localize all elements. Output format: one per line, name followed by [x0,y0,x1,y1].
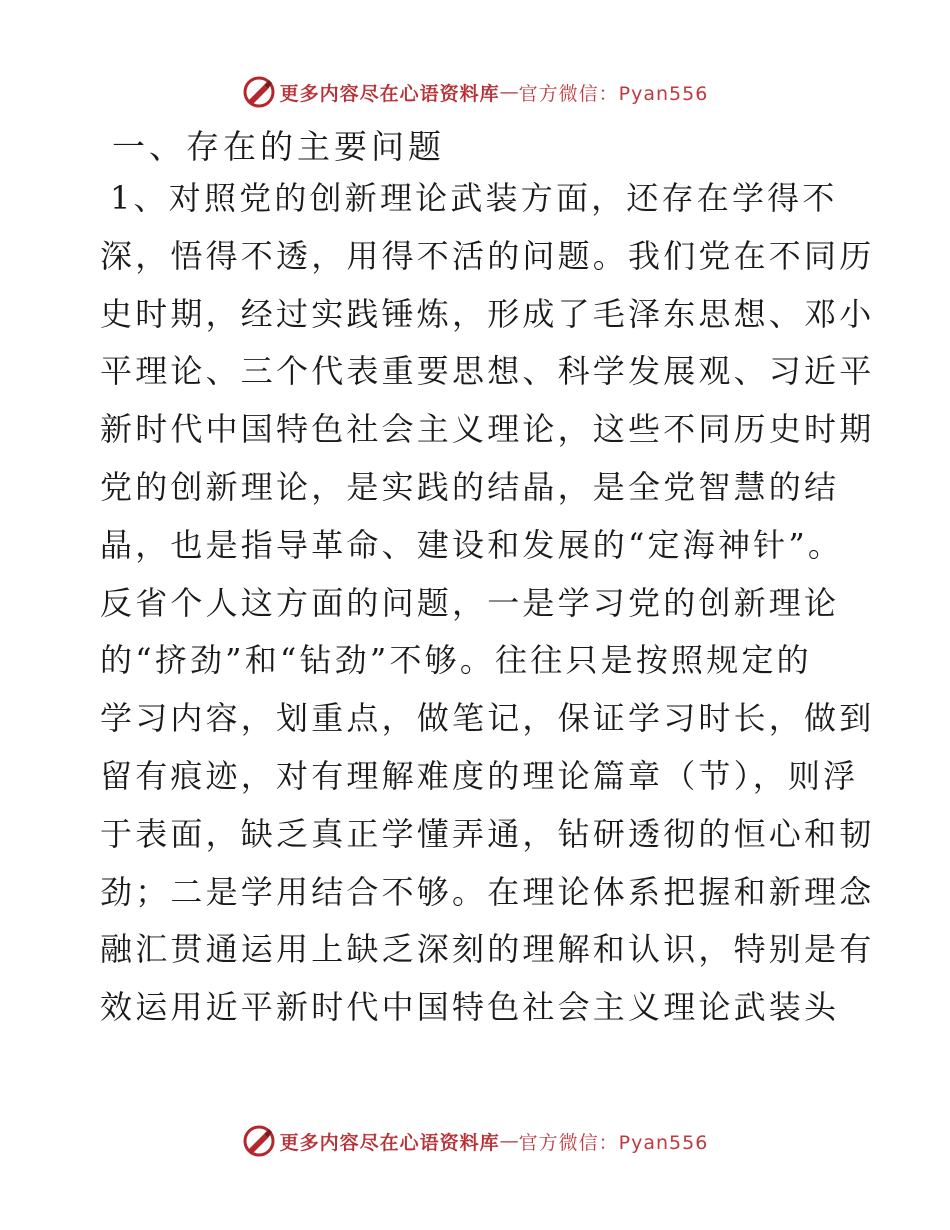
section-heading: 一、存在的主要问题 [112,127,445,166]
paragraph-line: 党的创新理论，是实践的结晶，是全党智慧的结 [100,467,840,506]
watermark-site-text: 更多内容尽在心语资料库 [279,1131,500,1154]
paragraph-line: 史时期，经过实践锤炼，形成了毛泽东思想、邓小 [100,294,875,333]
paragraph-body [100,170,875,1037]
paragraph-line: 的“挤劲”和“钻劲”不够。往往只是按照规定的 [100,641,812,680]
paragraph-line: 新时代中国特色社会主义理论，这些不同历史时期 [100,410,875,449]
header-watermark [0,72,950,112]
pen-logo-icon [242,75,276,109]
paragraph-line: 1、对照党的创新理论武装方面，还存在学得不 [110,179,838,217]
paragraph-line: 晶，也是指导革命、建设和发展的“定海神针”。 [100,525,844,564]
watermark-contact-text: 官方微信：Pyan556 [518,82,709,105]
watermark-separator: — [499,81,519,103]
paragraph-line: 深，悟得不透，用得不活的问题。我们党在不同历 [100,236,875,275]
paragraph-line: 平理论、三个代表重要思想、科学发展观、习近平 [100,352,875,391]
paragraph-line: 劲；二是学用结合不够。在理论体系把握和新理念 [100,872,875,911]
watermark-separator: — [499,1130,519,1152]
paragraph-line: 于表面，缺乏真正学懂弄通，钻研透彻的恒心和韧 [100,814,875,853]
paragraph-line: 融汇贯通运用上缺乏深刻的理解和认识，特别是有 [100,930,875,969]
paragraph-line: 学习内容，划重点，做笔记，保证学习时长，做到 [100,699,875,738]
paragraph-line: 留有痕迹，对有理解难度的理论篇章（节），则浮 [100,756,859,795]
pen-logo-icon [242,1124,276,1158]
watermark-site-text: 更多内容尽在心语资料库 [279,82,500,105]
paragraph-line: 效运用近平新时代中国特色社会主义理论武装头 [100,988,840,1027]
paragraph-line: 反省个人这方面的问题，一是学习党的创新理论 [100,583,840,622]
watermark-contact-text: 官方微信：Pyan556 [518,1131,709,1154]
footer-watermark [0,1121,950,1161]
